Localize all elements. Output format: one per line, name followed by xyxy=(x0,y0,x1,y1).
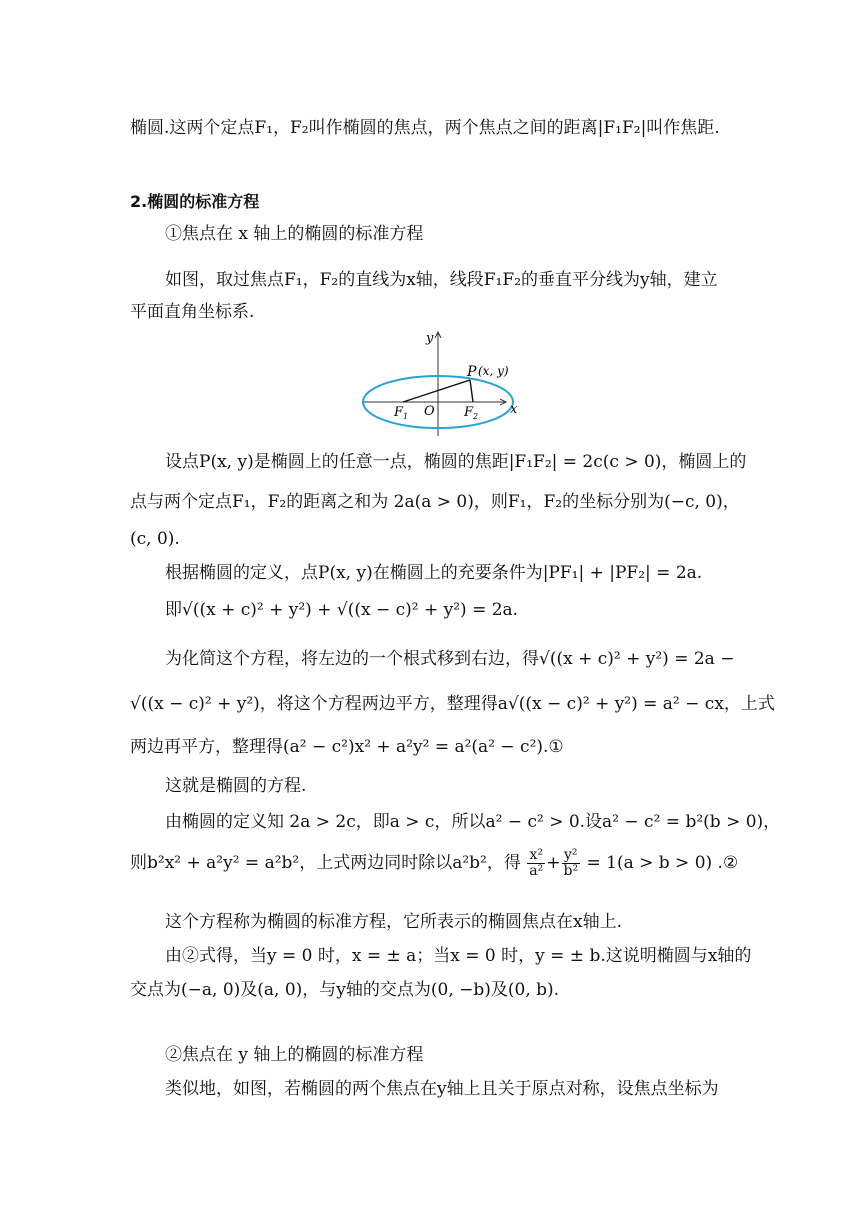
paragraph-point-line1: 设点P(x, y)是椭圆上的任意一点，椭圆的焦距|F₁F₂| = 2c(c > 0)，椭圆上的 xyxy=(165,452,747,472)
intro-line: 椭圆.这两个定点F₁，F₂叫作椭圆的焦点，两个焦点之间的距离|F₁F₂|叫作焦距. xyxy=(130,118,720,138)
fraction-x-over-a xyxy=(527,848,545,879)
paragraph-setup-line1: 如图，取过焦点F₁，F₂的直线为x轴，线段F₁F₂的垂直平分线为y轴，建立 xyxy=(165,270,718,290)
standard-equation-tail: = 1(a > b > 0) .② xyxy=(586,853,739,873)
y-axis-label: y xyxy=(426,331,434,346)
paragraph-y-axis-intro: 类似地，如图，若椭圆的两个焦点在y轴上且关于原点对称，设焦点坐标为 xyxy=(165,1079,719,1099)
paragraph-b-definition-line2 xyxy=(130,848,738,879)
paragraph-equation-note: 这就是椭圆的方程. xyxy=(165,776,307,796)
paragraph-simplify-line1: 为化简这个方程，将左边的一个根式移到右边，得√((x + c)² + y²) = 2a − xyxy=(165,649,735,669)
fraction-y-over-b xyxy=(562,848,581,879)
ellipse-figure xyxy=(360,328,530,440)
segment-pf1 xyxy=(403,380,470,402)
section-heading: 2.椭圆的标准方程 xyxy=(130,192,260,211)
fraction-a-denominator: a² xyxy=(529,863,544,879)
f1-label: $F_1$ xyxy=(394,405,409,421)
paragraph-b-definition-line1: 由椭圆的定义知 2a > 2c，即a > c，所以a² − c² > 0.设a² − c² = b²(b > 0)， xyxy=(165,812,781,832)
paragraph-b-definition-text: 则b²x² + a²y² = a²b²，上式两边同时除以a²b²，得 xyxy=(130,853,521,873)
point-p-label: P xyxy=(467,364,477,380)
equation-radicals: 即√((x + c)² + y²) + √((x − c)² + y²) = 2a. xyxy=(165,600,519,620)
segment-pf2 xyxy=(470,380,473,402)
paragraph-point-line2: 点与两个定点F₁，F₂的距离之和为 2a(a > 0)，则F₁，F₂的坐标分别为(−c, 0)， xyxy=(130,492,740,512)
x-axis-label: x xyxy=(510,402,518,417)
paragraph-intercepts-line2: 交点为(−a, 0)及(a, 0)，与y轴的交点为(0, −b)及(0, b). xyxy=(130,980,560,1000)
paragraph-setup-line2: 平面直角坐标系. xyxy=(130,302,255,322)
fraction-x-numerator: x² xyxy=(527,848,545,864)
plus-sign: + xyxy=(546,853,561,873)
paragraph-simplify-line2: √((x − c)² + y²)，将这个方程两边平方，整理得a√((x − c)² + y²) = a² − cx，上式 xyxy=(130,694,775,714)
paragraph-point-line3: (c, 0). xyxy=(130,529,180,549)
paragraph-intercepts-line1: 由②式得，当y = 0 时，x = ± a；当x = 0 时，y = ± b.这说明椭圆与x轴的 xyxy=(165,946,752,966)
paragraph-standard-equation: 这个方程称为椭圆的标准方程，它所表示的椭圆焦点在x轴上. xyxy=(165,912,622,932)
paragraph-simplify-line3: 两边再平方，整理得(a² − c²)x² + a²y² = a²(a² − c²).① xyxy=(130,737,564,757)
f2-label: $F_2$ xyxy=(464,405,479,421)
subsection-x-axis: ①焦点在 x 轴上的椭圆的标准方程 xyxy=(165,224,424,244)
subsection-y-axis: ②焦点在 y 轴上的椭圆的标准方程 xyxy=(165,1045,424,1065)
fraction-y-numerator: y² xyxy=(562,848,581,864)
fraction-b-denominator: b² xyxy=(563,863,579,879)
paragraph-definition: 根据椭圆的定义，点P(x, y)在椭圆上的充要条件为|PF₁| + |PF₂| = 2a. xyxy=(165,563,703,583)
point-p-coords: (x, y) xyxy=(478,364,509,378)
origin-label: O xyxy=(424,404,435,419)
